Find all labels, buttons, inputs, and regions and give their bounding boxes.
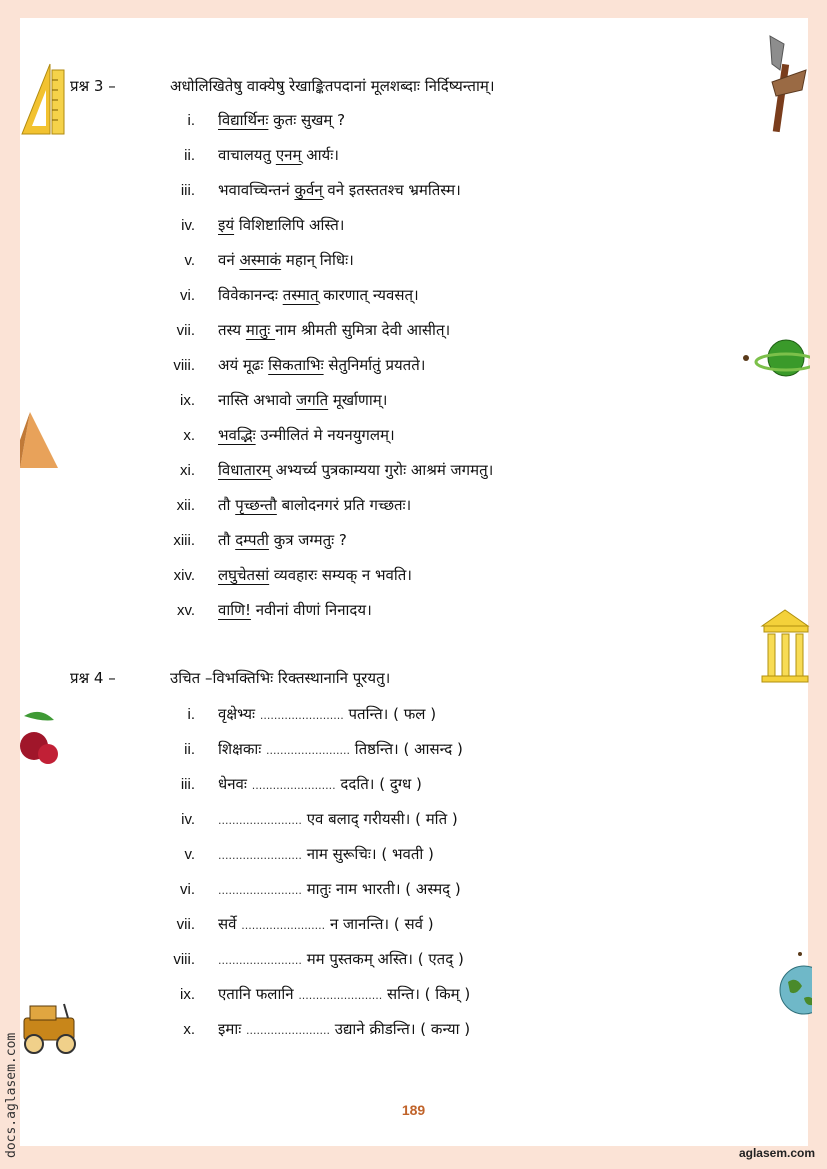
q3-item bbox=[150, 565, 412, 585]
q3-item bbox=[150, 320, 450, 340]
page-number: 189 bbox=[401, 1102, 426, 1118]
underlined-word: अस्माकं bbox=[239, 251, 282, 269]
fill-blank: ........................ bbox=[259, 709, 344, 722]
sentence-before: इमाः bbox=[218, 1020, 247, 1038]
sentence-after: नवीनां वीणां निनादय। bbox=[250, 601, 372, 619]
item-number: v. bbox=[184, 252, 195, 269]
sentence-after: तिष्ठन्ति। ( आसन्द ) bbox=[349, 740, 463, 758]
item-sentence bbox=[218, 180, 461, 200]
sentence-after: सन्ति। ( किम् ) bbox=[382, 985, 471, 1003]
item-sentence bbox=[218, 949, 464, 969]
question-4-label: प्रश्न 4 – bbox=[70, 669, 116, 687]
sentence-after: अभ्यर्च्य पुत्रकाम्यया गुरोः आश्रमं जगमतु। bbox=[270, 461, 494, 479]
item-sentence bbox=[218, 809, 458, 829]
item-sentence bbox=[218, 530, 347, 550]
sentence-after: पतन्ति। ( फल ) bbox=[343, 705, 437, 723]
sentence-before: एतानि फलानि bbox=[218, 985, 299, 1003]
q4-item bbox=[150, 844, 434, 864]
item-number: xiv. bbox=[173, 567, 195, 584]
sentence-before: शिक्षकाः bbox=[218, 740, 267, 758]
globe-icon bbox=[776, 948, 812, 1020]
q3-item bbox=[150, 425, 395, 445]
sentence-after: कुत्र जग्मतुः ? bbox=[268, 531, 347, 549]
sentence-after: सेतुनिर्मातुं प्रयतते। bbox=[323, 356, 426, 374]
underlined-word: इयं bbox=[218, 216, 235, 234]
q3-item bbox=[150, 110, 345, 130]
q4-item bbox=[150, 809, 458, 829]
side-watermark: docs.aglasem.com bbox=[4, 1032, 19, 1158]
sentence-after: मूर्खाणाम्। bbox=[328, 391, 388, 409]
q4-item bbox=[150, 704, 436, 724]
sentence-before: भवावच्चिन्तनं bbox=[218, 181, 295, 199]
sentence-after: नाम सुरूचिः। ( भवती ) bbox=[301, 845, 434, 863]
sentence-after: बालोदनगरं प्रति गच्छतः। bbox=[276, 496, 412, 514]
item-sentence bbox=[218, 250, 354, 270]
underlined-word: कुर्वन् bbox=[294, 181, 323, 199]
item-number: x. bbox=[183, 427, 195, 444]
item-number: ix. bbox=[180, 392, 195, 409]
item-number: vi. bbox=[180, 881, 195, 898]
sentence-before: सर्वे bbox=[218, 915, 242, 933]
sentence-after: आर्यः। bbox=[301, 146, 339, 164]
q3-item bbox=[150, 250, 354, 270]
planet-icon bbox=[740, 336, 810, 386]
q4-item bbox=[150, 949, 464, 969]
item-sentence bbox=[218, 739, 463, 759]
sentence-before: वृक्षेभ्यः bbox=[218, 705, 260, 723]
ruler-set-square-icon bbox=[20, 60, 68, 136]
item-sentence bbox=[218, 390, 387, 410]
q3-item bbox=[150, 530, 347, 550]
item-sentence bbox=[218, 914, 434, 934]
item-number: vii. bbox=[176, 916, 195, 933]
item-number: ii. bbox=[184, 741, 195, 758]
q3-item bbox=[150, 495, 411, 515]
sentence-before: धेनवः bbox=[218, 775, 252, 793]
q4-item bbox=[150, 879, 461, 899]
item-sentence bbox=[218, 495, 411, 515]
question-3-label: प्रश्न 3 – bbox=[70, 77, 116, 95]
item-sentence bbox=[218, 460, 493, 480]
underlined-word: एनम् bbox=[275, 146, 302, 164]
fill-blank: ........................ bbox=[298, 989, 383, 1002]
q3-item bbox=[150, 600, 372, 620]
sentence-after: वने इतस्ततश्च भ्रमतिस्म। bbox=[322, 181, 461, 199]
underlined-word: जगति bbox=[296, 391, 329, 409]
question-4-heading bbox=[70, 668, 390, 688]
pyramid-icon bbox=[20, 410, 60, 470]
q3-item bbox=[150, 285, 419, 305]
fill-blank: ........................ bbox=[218, 954, 302, 967]
temple-pillar-icon bbox=[760, 608, 810, 684]
item-number: vi. bbox=[180, 287, 195, 304]
fill-blank: ........................ bbox=[251, 779, 336, 792]
underlined-word: वाणि! bbox=[218, 601, 251, 619]
underlined-word: लघुचेतसां bbox=[218, 566, 270, 584]
sentence-after: नाम श्रीमती सुमित्रा देवी आसीत्। bbox=[275, 321, 451, 339]
sentence-after: न जानन्ति। ( सर्व ) bbox=[325, 915, 434, 933]
sentence-after: उद्याने क्रीडन्ति। ( कन्या ) bbox=[329, 1020, 471, 1038]
underlined-word: विद्यार्थिनः bbox=[218, 111, 269, 129]
underlined-word: सिकताभिः bbox=[268, 356, 324, 374]
q3-item bbox=[150, 390, 387, 410]
sentence-before: तौ bbox=[218, 531, 236, 549]
fill-blank: ........................ bbox=[218, 814, 302, 827]
underlined-word: दम्पती bbox=[235, 531, 269, 549]
underlined-word: मातुः bbox=[245, 321, 276, 339]
item-number: xi. bbox=[180, 462, 195, 479]
item-sentence bbox=[218, 1019, 470, 1039]
fill-blank: ........................ bbox=[218, 849, 302, 862]
item-sentence bbox=[218, 425, 395, 445]
question-4-instruction: उचित –विभक्तिभिः रिक्तस्थानानि पूरयतु। bbox=[170, 669, 391, 687]
q4-item bbox=[150, 739, 463, 759]
sentence-before: नास्ति अभावो bbox=[218, 391, 297, 409]
item-sentence bbox=[218, 145, 339, 165]
sentence-after: उन्मीलितं मे नयनयुगलम्। bbox=[255, 426, 395, 444]
sentence-before: वनं bbox=[218, 251, 240, 269]
item-number: ix. bbox=[180, 986, 195, 1003]
item-sentence bbox=[218, 355, 425, 375]
q4-item bbox=[150, 914, 434, 934]
sentence-after: ददति। ( दुग्ध ) bbox=[335, 775, 422, 793]
item-number: viii. bbox=[173, 951, 195, 968]
fill-blank: ........................ bbox=[266, 744, 350, 757]
q3-item bbox=[150, 215, 344, 235]
item-number: i. bbox=[187, 706, 195, 723]
fill-blank: ........................ bbox=[246, 1024, 330, 1037]
site-watermark: aglasem.com bbox=[738, 1146, 815, 1160]
item-number: xv. bbox=[176, 602, 195, 619]
q3-item bbox=[150, 355, 425, 375]
sentence-before: वाचालयतु bbox=[218, 146, 276, 164]
q4-item bbox=[150, 774, 422, 794]
fill-blank: ........................ bbox=[218, 884, 302, 897]
sentence-after: कारणात् न्यवसत्। bbox=[318, 286, 419, 304]
item-sentence bbox=[218, 285, 419, 305]
q3-item bbox=[150, 180, 461, 200]
item-sentence bbox=[218, 110, 345, 130]
underlined-word: पृच्छन्तौ bbox=[235, 496, 277, 514]
question-3-instruction: अधोलिखितेषु वाक्येषु रेखाङ्कितपदानां मूलशब्दाः निर्दिष्यन्ताम्। bbox=[170, 77, 495, 95]
item-sentence bbox=[218, 879, 461, 899]
sentence-after: महान् निधिः। bbox=[281, 251, 354, 269]
item-sentence bbox=[218, 704, 436, 724]
sentence-after: विशिष्टालिपि अस्ति। bbox=[234, 216, 345, 234]
item-sentence bbox=[218, 844, 434, 864]
sentence-before: अयं मूढः bbox=[218, 356, 269, 374]
item-number: xiii. bbox=[173, 532, 195, 549]
item-number: ii. bbox=[184, 147, 195, 164]
item-number: vii. bbox=[176, 322, 195, 339]
item-number: i. bbox=[187, 112, 195, 129]
q3-item bbox=[150, 145, 339, 165]
item-number: x. bbox=[183, 1021, 195, 1038]
stone-axe-icon bbox=[762, 34, 812, 134]
sentence-after: कुतः सुखम् ? bbox=[268, 111, 346, 129]
item-number: iv. bbox=[181, 217, 195, 234]
sentence-after: व्यवहारः सम्यक् न भवति। bbox=[269, 566, 412, 584]
q4-item bbox=[150, 1019, 470, 1039]
sentence-before: तस्य bbox=[218, 321, 246, 339]
item-sentence bbox=[218, 215, 344, 235]
item-number: v. bbox=[184, 846, 195, 863]
item-number: viii. bbox=[173, 357, 195, 374]
fill-blank: ........................ bbox=[241, 919, 326, 932]
q4-item bbox=[150, 984, 470, 1004]
underlined-word: तस्मात् bbox=[282, 286, 319, 304]
item-number: iii. bbox=[180, 776, 195, 793]
sentence-before: विवेकानन्दः bbox=[218, 286, 283, 304]
item-sentence bbox=[218, 774, 422, 794]
item-sentence bbox=[218, 984, 470, 1004]
item-number: iii. bbox=[180, 182, 195, 199]
vintage-car-icon bbox=[20, 1000, 84, 1058]
q3-item bbox=[150, 460, 493, 480]
item-number: xii. bbox=[176, 497, 195, 514]
underlined-word: विधातारम् bbox=[218, 461, 271, 479]
fruit-icon bbox=[20, 706, 60, 776]
item-sentence bbox=[218, 320, 450, 340]
sentence-after: मातुः नाम भारती। ( अस्मद् ) bbox=[301, 880, 461, 898]
underlined-word: भवद्भिः bbox=[218, 426, 256, 444]
sentence-after: एव बलाद् गरीयसी। ( मति ) bbox=[301, 810, 458, 828]
sentence-before: तौ bbox=[218, 496, 236, 514]
item-number: iv. bbox=[181, 811, 195, 828]
item-sentence bbox=[218, 565, 412, 585]
item-sentence bbox=[218, 600, 372, 620]
question-3-heading bbox=[70, 76, 495, 96]
sentence-after: मम पुस्तकम् अस्ति। ( एतद् ) bbox=[301, 950, 464, 968]
